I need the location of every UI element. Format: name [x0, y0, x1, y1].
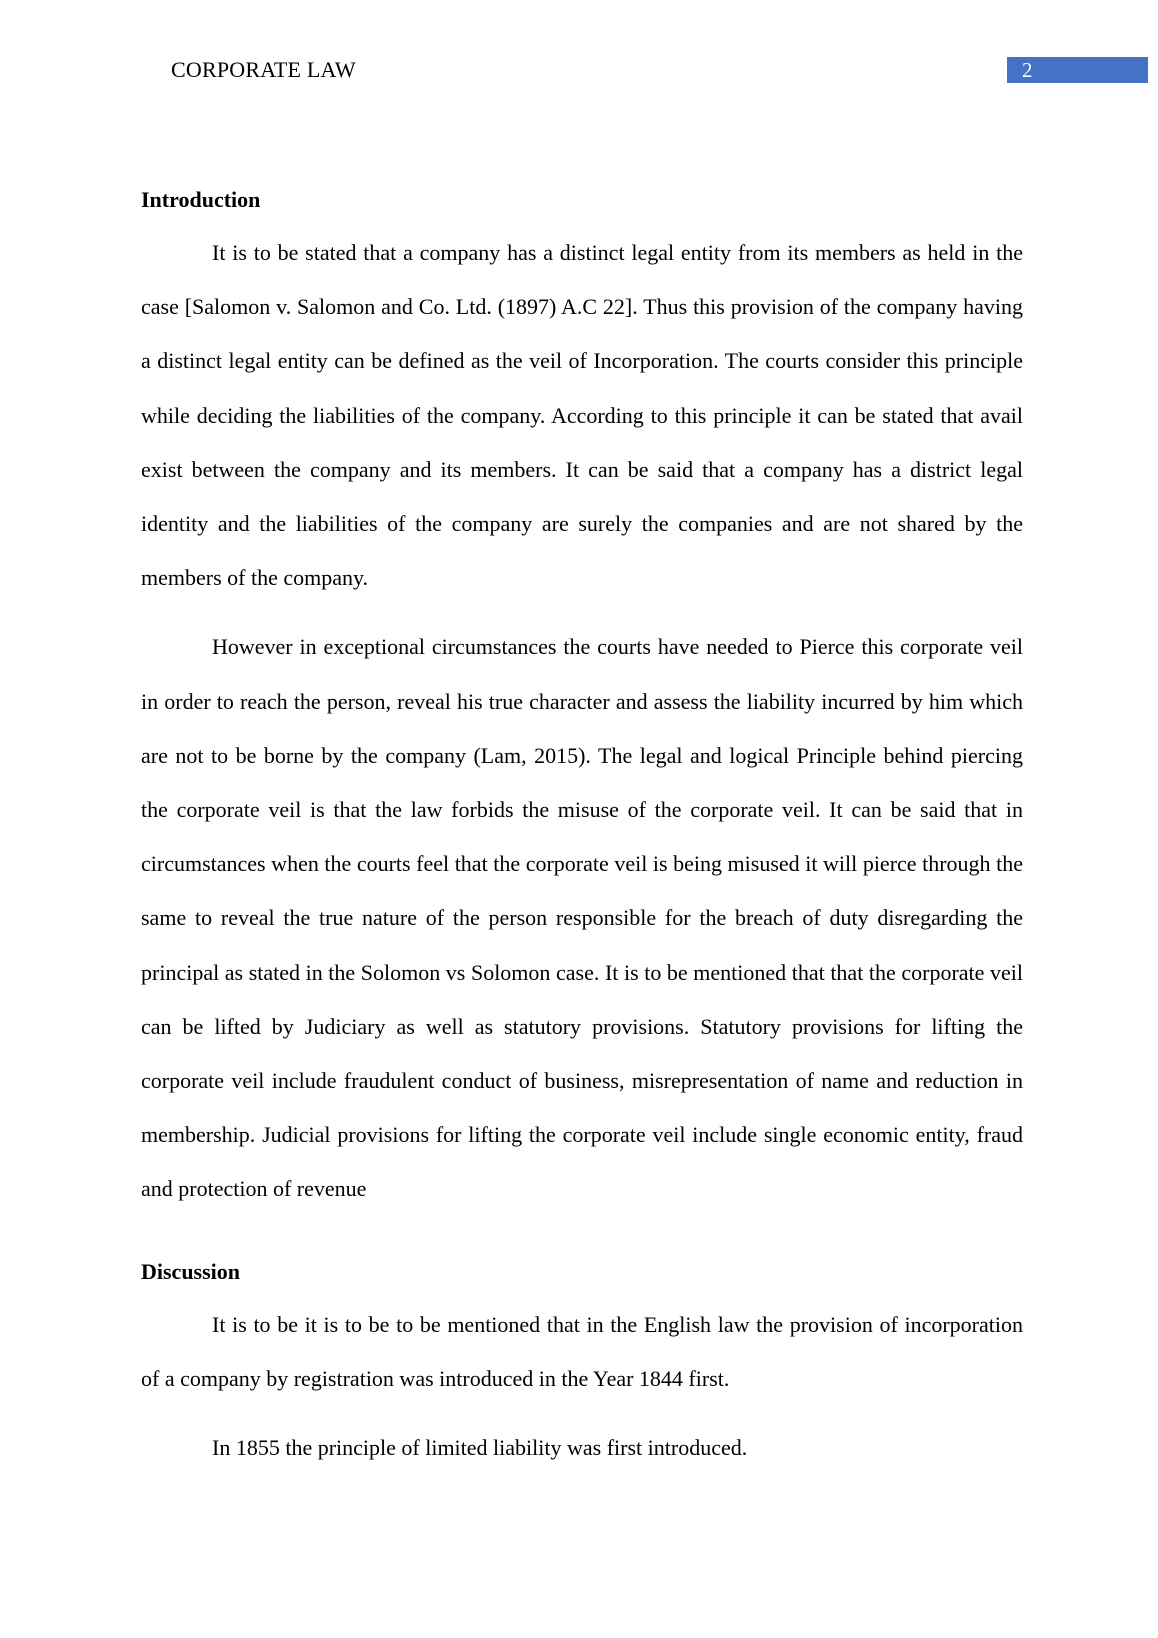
document-body	[141, 185, 1023, 1475]
introduction-paragraph-2: However in exceptional circumstances the courts have needed to Pierce this corporate veil in order to reach the person, reveal his true character and assess the liability incurred by him which are not to be borne by the company (Lam, 2015). The legal and logical Principle behind piercing the corporate veil is that the law forbids the misuse of the corporate veil. It can be said that in circumstances when the courts feel that the corporate veil is being misused it will pierce through the same to reveal the true nature of the person responsible for the breach of duty disregarding the principal as stated in the Solomon vs Solomon case. It is to be mentioned that that the corporate veil can be lifted by Judiciary as well as statutory provisions. Statutory provisions for lifting the corporate veil include fraudulent conduct of business, misrepresentation of name and reduction in membership. Judicial provisions for lifting the corporate veil include single economic entity, fraud and protection of revenue	[141, 634, 1023, 1202]
page-number-badge	[1007, 57, 1148, 83]
discussion-paragraph-1: It is to be it is to be to be mentioned that in the English law the provision of incorporation of a company by registration was introduced in the Year 1844 first.	[141, 1311, 1023, 1391]
discussion-paragraph-2: In 1855 the principle of limited liability was first introduced.	[212, 1435, 748, 1461]
running-header-title: CORPORATE LAW	[171, 57, 356, 82]
introduction-heading: Introduction	[141, 187, 261, 212]
discussion-heading: Discussion	[141, 1258, 241, 1284]
introduction-paragraph-1: It is to be stated that a company has a distinct legal entity from its members as held in the case [Salomon v. Salomon and Co. Ltd. (1897) A.C 22]. Thus this provision of the company having a distinct legal entity can be defined as the veil of Incorporation. The courts consider this principle while deciding the liabilities of the company. According to this principle it can be stated that avail exist between the company and its members. It can be said that a company has a district legal identity and the liabilities of the company are surely the companies and are not shared by the members of the company.	[141, 240, 1023, 591]
page-number: 2	[1022, 58, 1033, 82]
